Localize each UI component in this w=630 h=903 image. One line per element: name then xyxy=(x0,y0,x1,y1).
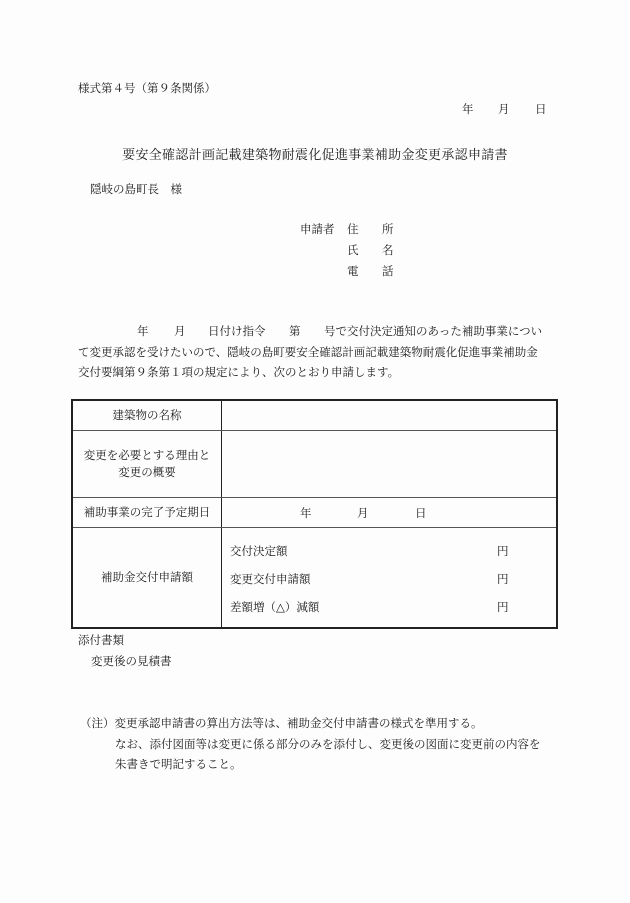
row-completion-date xyxy=(73,498,556,528)
body-line-2: て変更承認を受けたいので、隠岐の島町要安全確認計画記載建築物耐震化促進事業補助金 xyxy=(78,344,538,359)
body-year: 年 xyxy=(137,324,149,338)
address-label-b: 所 xyxy=(382,222,394,236)
subsidy-amount-label: 補助金交付申請額 xyxy=(101,570,193,584)
body-line-1 xyxy=(78,321,562,342)
body-month: 月 xyxy=(174,324,186,338)
completion-date-label: 補助事業の完了予定期日 xyxy=(83,505,211,519)
change-reason-label-line1: 変更を必要とする理由と xyxy=(83,448,211,462)
application-body xyxy=(78,321,562,383)
body-line-3: 交付要綱第９条第１項の規定により、次のとおり申請します。 xyxy=(78,365,400,379)
completion-day: 日 xyxy=(415,506,427,520)
attachment-item: 変更後の見積書 xyxy=(91,654,172,668)
addressee: 隠岐の島町長 様 xyxy=(90,182,182,196)
name-label-a: 氏 xyxy=(347,243,359,257)
column-divider xyxy=(221,498,222,527)
completion-date-field[interactable] xyxy=(223,498,556,527)
note-line-3: 朱書きで明記すること。 xyxy=(115,757,242,771)
amount-label: 交付決定額 xyxy=(230,544,288,558)
application-form-table xyxy=(71,399,558,629)
form-number: 様式第４号（第９条関係） xyxy=(78,81,216,95)
amount-label: 変更交付申請額 xyxy=(230,572,311,586)
yen-unit: 円 xyxy=(497,572,509,586)
note-line-2: なお、添付図面等は変更に係る部分のみを添付し、変更後の図面に変更前の内容を xyxy=(115,736,541,751)
phone-label-b: 話 xyxy=(382,264,394,278)
body-day-text: 日付け指令 xyxy=(208,324,266,338)
change-reason-label-line2: 変更の概要 xyxy=(118,465,176,479)
yen-unit: 円 xyxy=(497,600,509,614)
document-title: 要安全確認計画記載建築物耐震化促進事業補助金変更承認申請書 xyxy=(122,148,508,163)
address-label-a: 住 xyxy=(347,222,359,236)
phone-label-a: 電 xyxy=(347,264,359,278)
row-building-name xyxy=(73,401,556,431)
change-reason-field[interactable] xyxy=(223,431,556,497)
applicant-label: 申請者 xyxy=(300,222,335,236)
amount-label: 差額増（△）減額 xyxy=(230,600,320,614)
completion-year: 年 xyxy=(300,506,312,520)
building-name-label: 建築物の名称 xyxy=(112,408,182,422)
building-name-field[interactable] xyxy=(223,401,556,430)
attachments-label: 添付書類 xyxy=(78,633,124,647)
note-line-1: （注）変更承認申請書の算出方法等は、補助金交付申請書の様式を準用する。 xyxy=(80,716,483,730)
yen-unit: 円 xyxy=(497,544,509,558)
date-day-label: 日 xyxy=(535,102,547,116)
row-subsidy-amounts xyxy=(73,528,556,627)
completion-month: 月 xyxy=(357,506,369,520)
column-divider xyxy=(221,431,222,497)
name-label-b: 名 xyxy=(382,243,394,257)
row-change-reason xyxy=(73,431,556,498)
column-divider xyxy=(221,401,222,430)
body-dai: 第 xyxy=(289,324,301,338)
date-year-label: 年 xyxy=(462,102,474,116)
body-line1-rest: 号で交付決定通知のあった補助事業につい xyxy=(324,324,543,338)
date-month-label: 月 xyxy=(498,102,510,116)
change-reason-label xyxy=(73,431,221,497)
notes xyxy=(80,713,541,775)
column-divider xyxy=(221,528,222,627)
